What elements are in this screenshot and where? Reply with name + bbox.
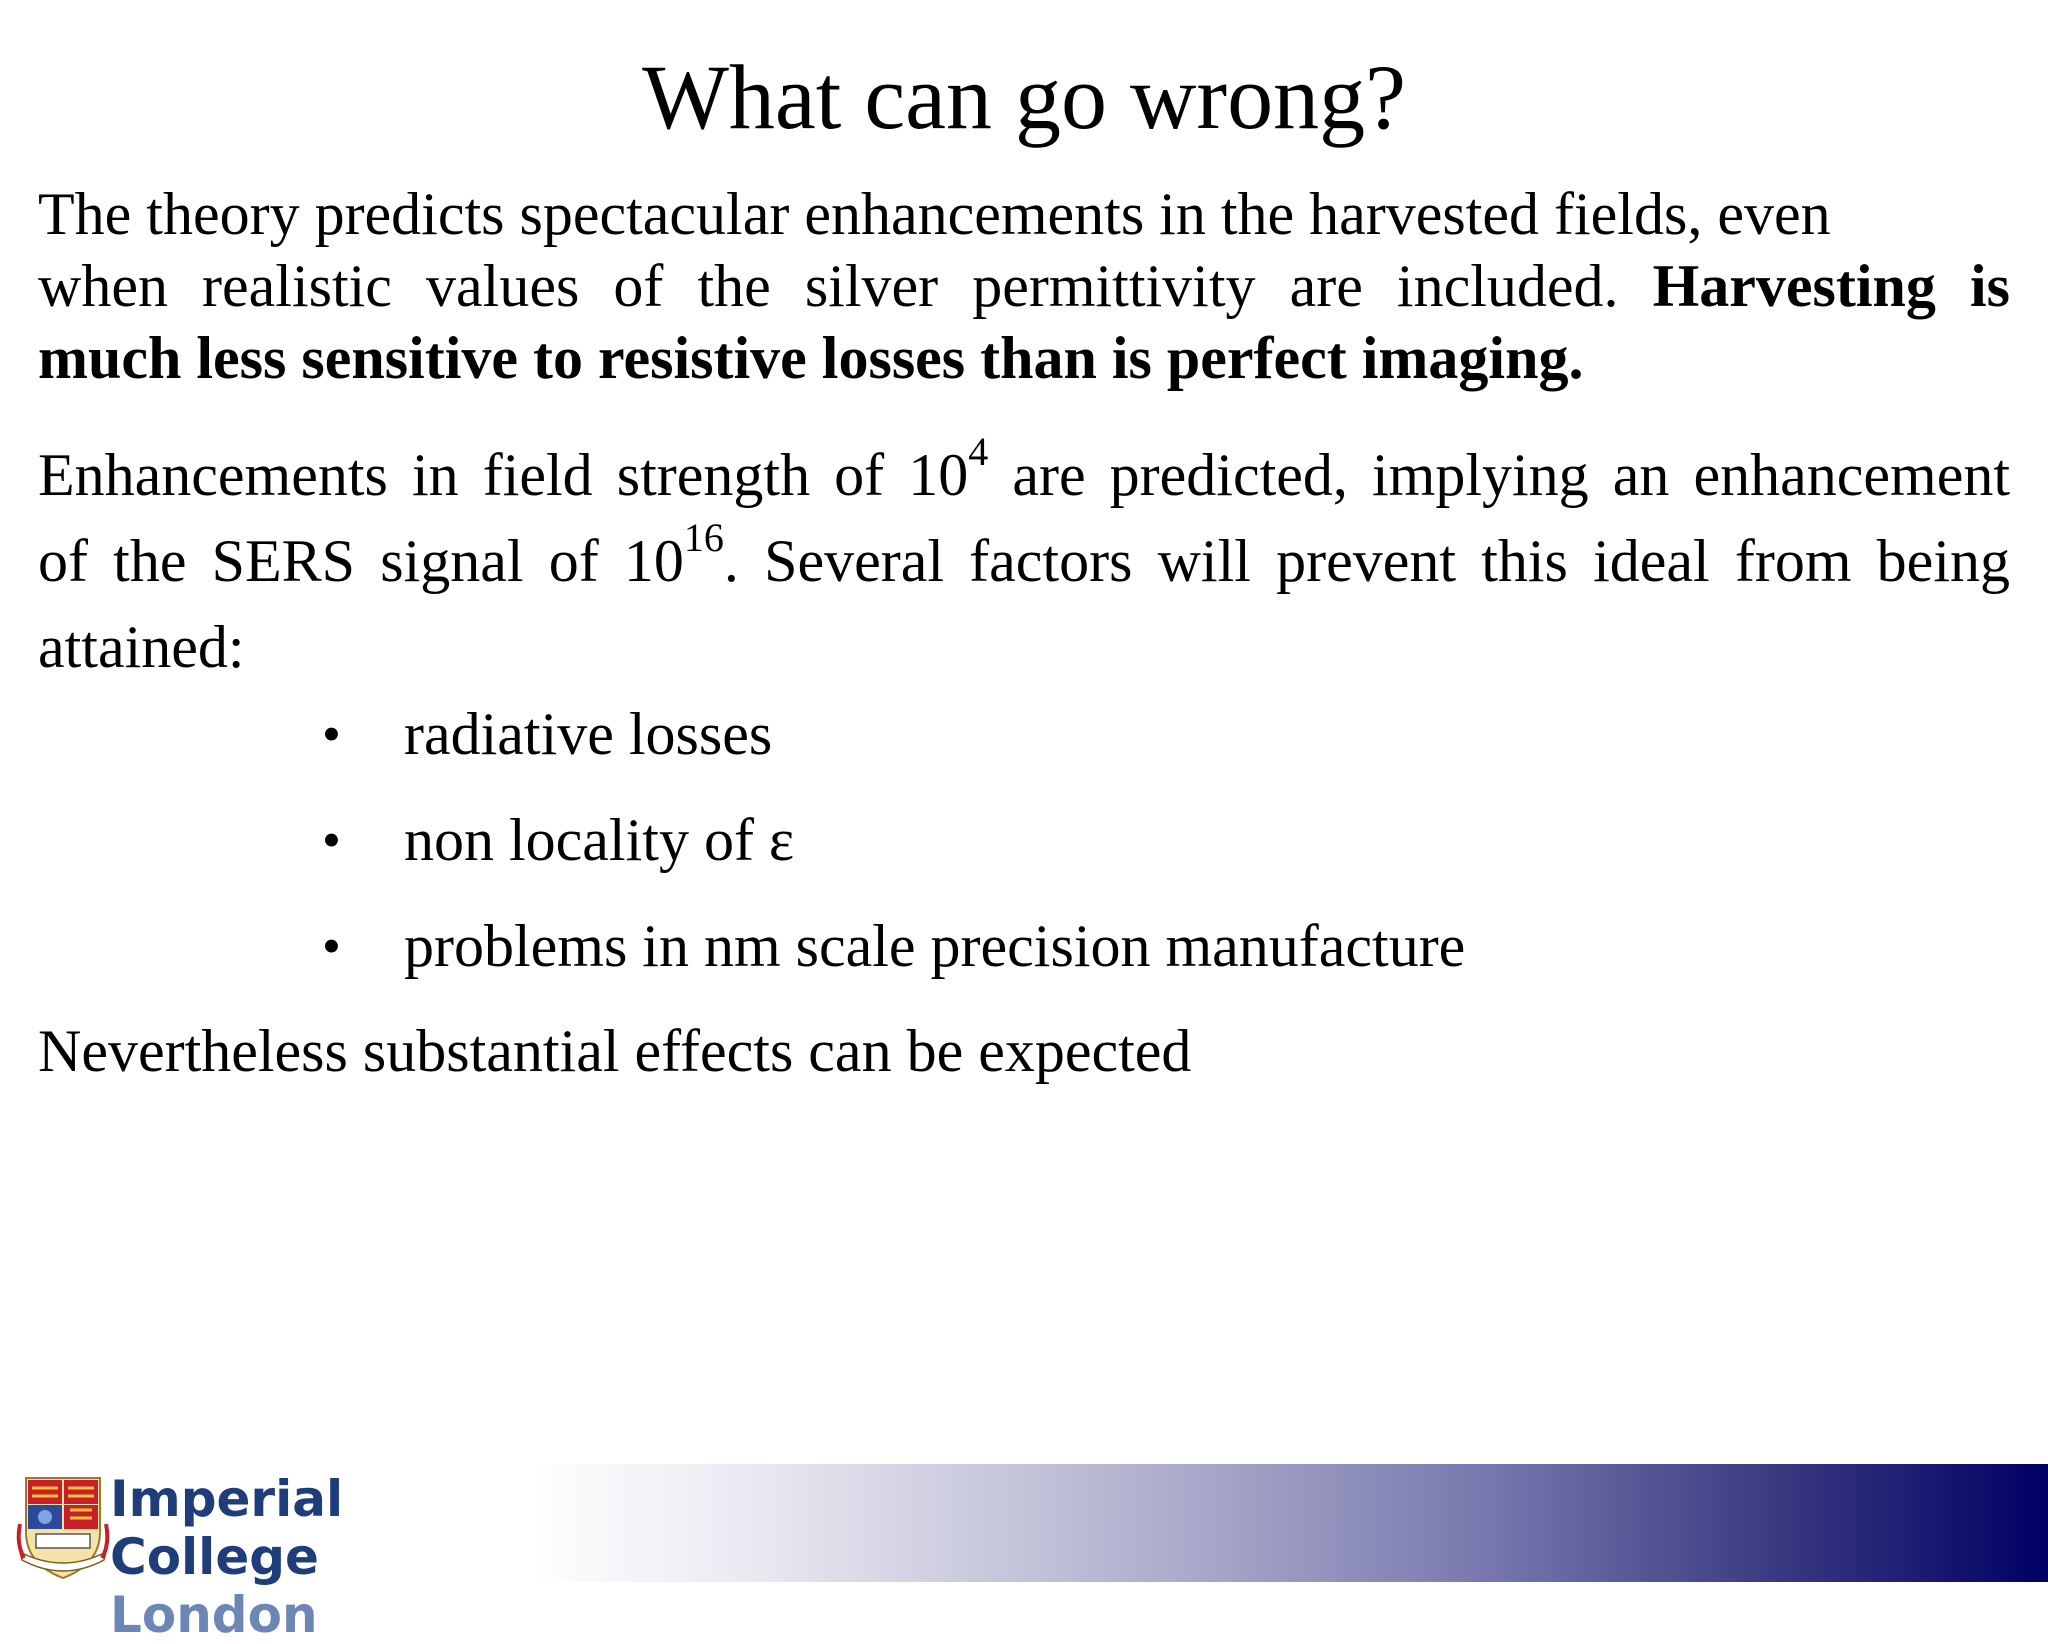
- enhancement-line-2-pre: of the SERS signal of 10: [38, 528, 684, 594]
- intro-line-2: [38, 250, 2010, 322]
- conclusion-text: Nevertheless substantial effects can be expected: [38, 1018, 1192, 1084]
- enhancement-line-1: [38, 429, 2010, 518]
- enhancement-line-1-post: are predicted, implying an enhancement: [988, 442, 2010, 508]
- logo-line-london: London: [110, 1586, 318, 1644]
- list-item-text: radiative losses: [404, 701, 773, 767]
- factor-list: [322, 694, 1465, 1012]
- intro-line-3: [38, 322, 2010, 394]
- intro-line-1: The theory predicts spectacular enhancements in the harvested fields, even: [38, 181, 1831, 247]
- exponent-4: 4: [968, 429, 989, 474]
- logo-wordmark: [110, 1470, 530, 1644]
- intro-line-2-bold: Harvesting is: [1652, 253, 2011, 319]
- bullet-icon: •: [322, 916, 341, 976]
- list-item-text: problems in nm scale precision manufacture: [404, 913, 1466, 979]
- enhancement-paragraph: [38, 429, 2010, 690]
- intro-line-3-bold: much less sensitive to resistive losses than is perfect imaging.: [38, 325, 1584, 391]
- list-item-text: non locality of ε: [404, 807, 795, 873]
- imperial-college-logo: [10, 1468, 530, 1644]
- intro-line-2-text: when realistic values of the silver permittivity are included.: [38, 253, 1619, 319]
- intro-paragraph: [38, 178, 2010, 394]
- enhancement-line-2-post: . Several factors will prevent this ideal from being: [723, 528, 2010, 594]
- list-item: [322, 694, 1465, 800]
- exponent-16: 16: [683, 515, 724, 560]
- imperial-college-crest-icon: [18, 1474, 108, 1582]
- logo-line-imperial-college: Imperial College: [110, 1470, 344, 1586]
- list-item: [322, 800, 1465, 906]
- bullet-icon: •: [322, 704, 341, 764]
- list-item: [322, 906, 1465, 1012]
- bullet-icon: •: [322, 810, 341, 870]
- enhancement-line-1-pre: Enhancements in field strength of 10: [38, 442, 969, 508]
- slide-title: What can go wrong?: [642, 46, 1406, 148]
- enhancement-line-3: attained:: [38, 614, 245, 680]
- enhancement-line-2: [38, 515, 2010, 604]
